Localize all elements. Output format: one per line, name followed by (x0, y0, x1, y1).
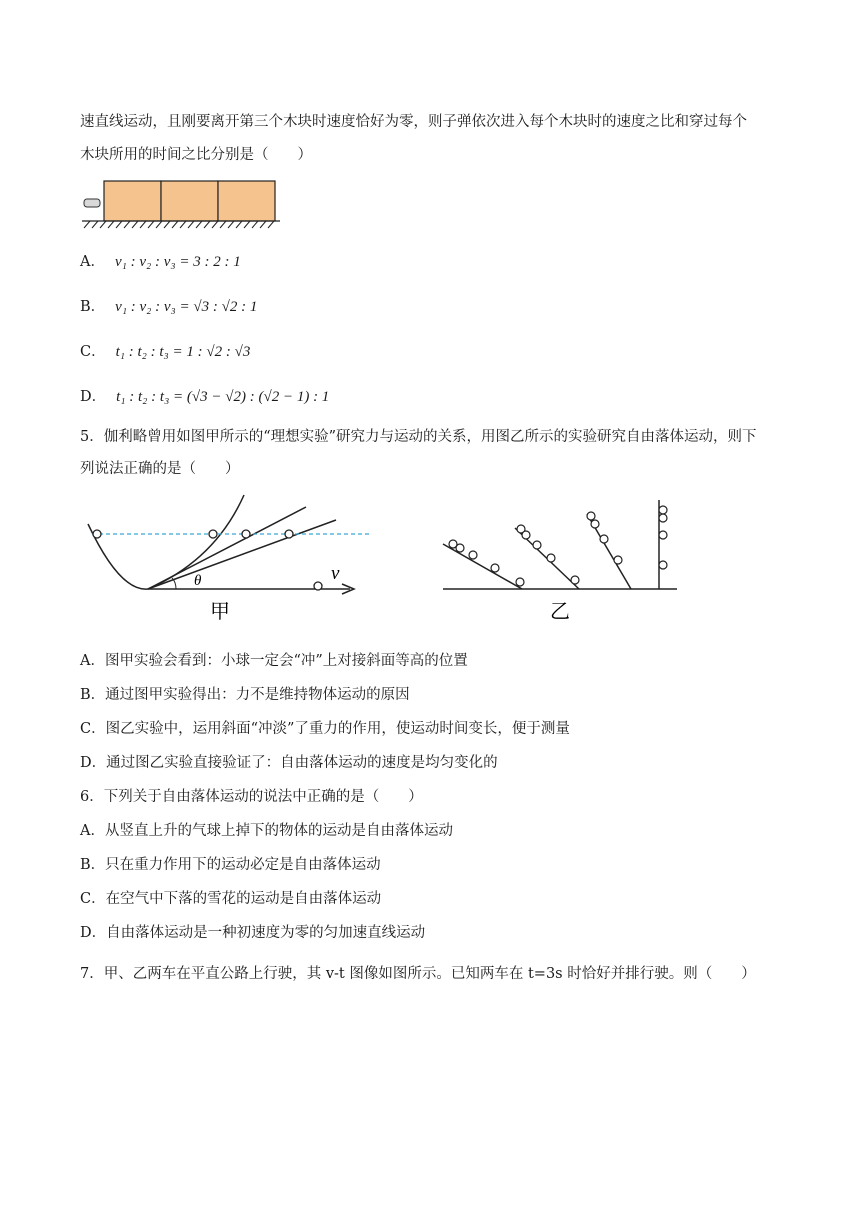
q4-option-d: D． t₁ : t₂ : t₃ = (√3 − √2) : (√2 − 1) : 1 (80, 389, 330, 405)
block-2 (161, 181, 218, 221)
q5-text-line2: 列说法正确的是（ ） (80, 461, 240, 477)
ball-steep (209, 530, 217, 538)
q5-option-b: B．通过图甲实验得出：力不是维持物体运动的原因 (80, 687, 410, 703)
caption-jia: 甲 (210, 599, 230, 623)
shallow-slope (148, 520, 336, 589)
block-3 (218, 181, 275, 221)
q4-text-line1: 速直线运动，且刚要离开第三个木块时速度恰好为零，则子弹依次进入每个木块时的速度之比和穿过每个 (80, 114, 747, 130)
q6-option-c: C．在空气中下落的雪花的运动是自由落体运动 (80, 891, 382, 907)
q5-option-a: A．图甲实验会看到：小球一定会“冲”上对接斜面等高的位置 (80, 653, 468, 669)
q6-option-b: B．只在重力作用下的运动必定是自由落体运动 (80, 857, 381, 873)
q4-option-a: A． v₁ : v₂ : v₃ = 3 : 2 : 1 (80, 254, 241, 270)
balls-incline-2 (517, 525, 579, 584)
velocity-label: v (331, 563, 340, 584)
figure-jia (80, 490, 380, 625)
q6-option-d: D．自由落体运动是一种初速度为零的匀加速直线运动 (80, 925, 426, 941)
balls-incline-1 (449, 540, 524, 586)
ball-start (93, 530, 101, 538)
figure-yi (435, 490, 695, 625)
ground-hatch (84, 221, 274, 228)
block-1 (104, 181, 161, 221)
q7-text: 7．甲、乙两车在平直公路上行驶，其 v-t 图像如图所示。已知两车在 t=3s 时恰好并排行驶。则（ ） (80, 966, 756, 982)
q4-option-c: C． t₁ : t₂ : t₃ = 1 : √2 : √3 (80, 344, 251, 360)
q4-blocks-figure (80, 175, 290, 235)
medium-slope (148, 507, 306, 589)
q4-option-b: B． v₁ : v₂ : v₃ = √3 : √2 : 1 (80, 299, 258, 315)
q6-text: 6．下列关于自由落体运动的说法中正确的是（ ） (80, 789, 423, 805)
angle-label: θ (194, 573, 202, 589)
q4-text-line2: 木块所用的时间之比分别是（ ） (80, 147, 312, 163)
ball-shallow (285, 530, 293, 538)
q5-option-d: D．通过图乙实验直接验证了：自由落体运动的速度是均匀变化的 (80, 755, 498, 771)
ball-ground (314, 582, 322, 590)
q6-option-a: A．从竖直上升的气球上掉下的物体的运动是自由落体运动 (80, 823, 453, 839)
balls-vertical (659, 506, 667, 569)
balls-incline-3 (587, 512, 622, 564)
bullet (84, 199, 100, 207)
q5-text-line1: 5．伽利略曾用如图甲所示的“理想实验”研究力与运动的关系，用图乙所示的实验研究自由落体运动，则下 (80, 429, 757, 445)
caption-yi: 乙 (550, 599, 570, 623)
incline-1 (443, 544, 522, 589)
q5-option-c: C．图乙实验中，运用斜面“冲淡”了重力的作用，使运动时间变长，便于测量 (80, 721, 570, 737)
ball-medium (242, 530, 250, 538)
